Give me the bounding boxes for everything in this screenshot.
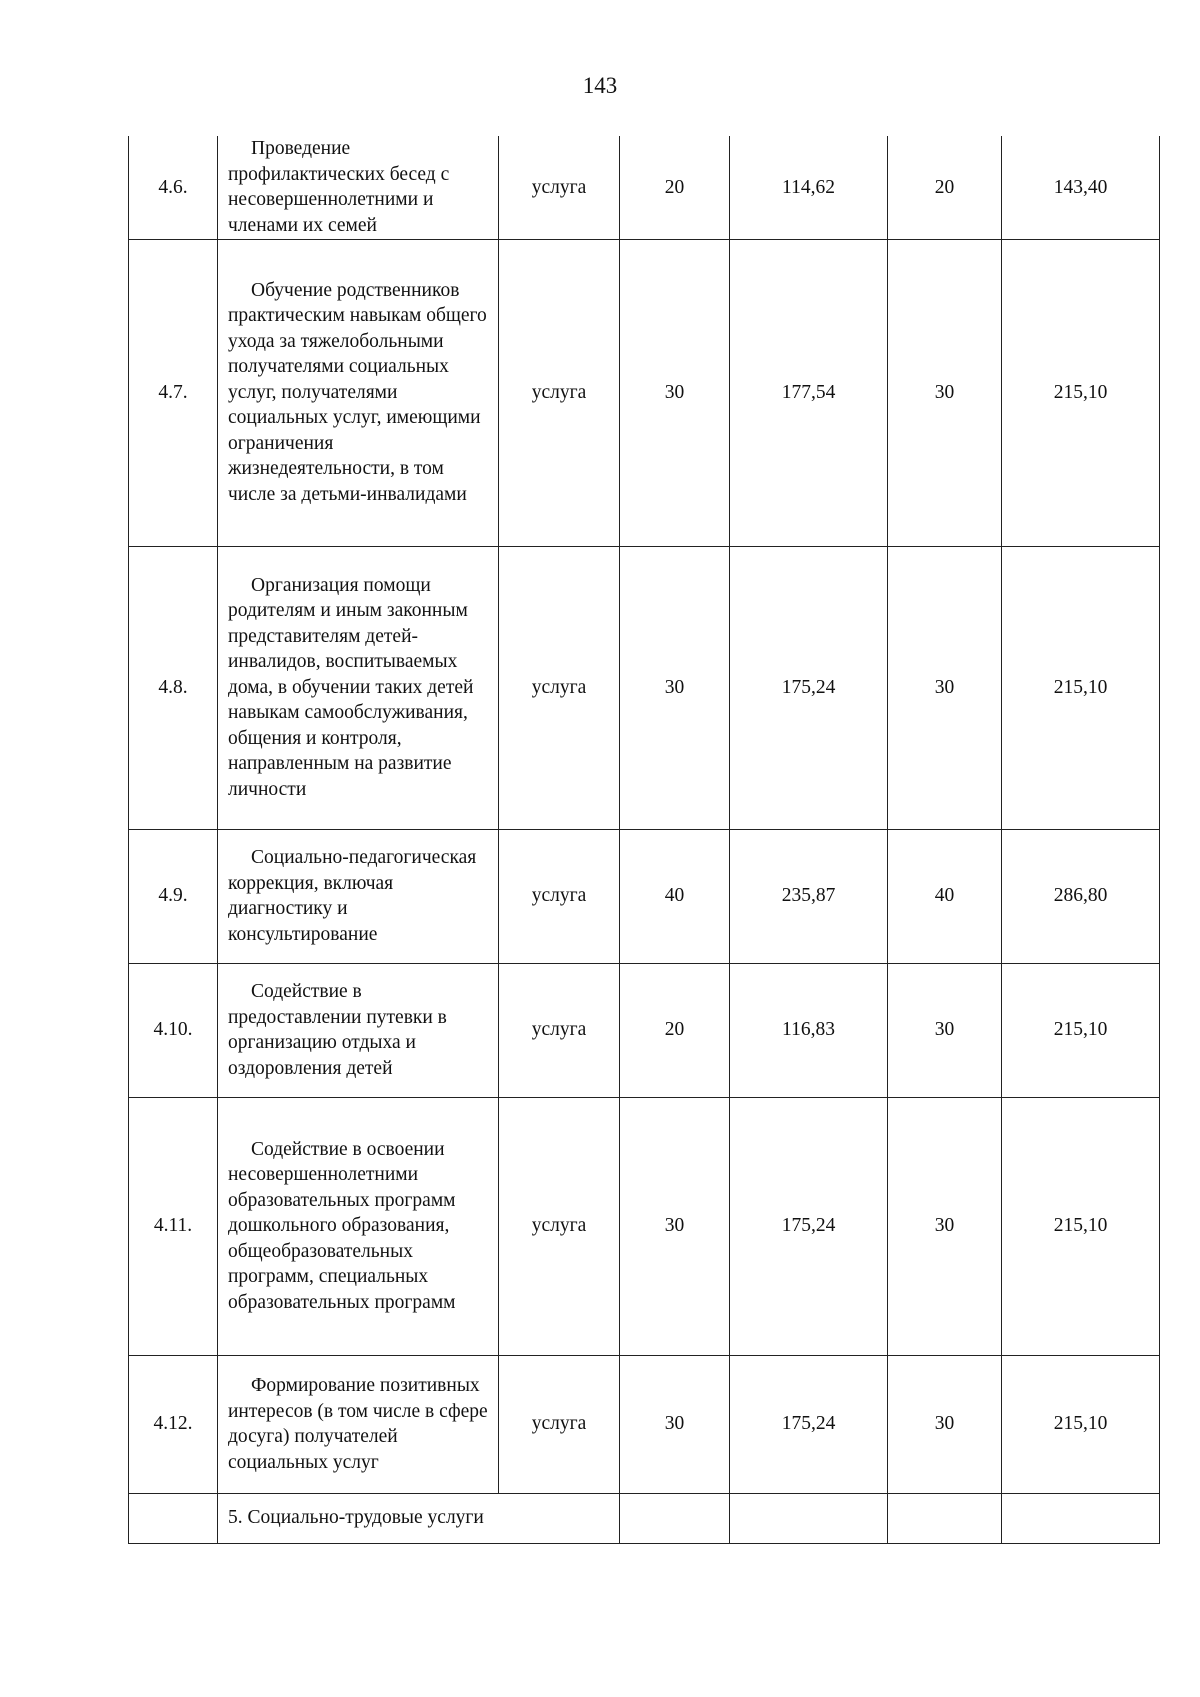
unit-cell: услуга (499, 239, 620, 546)
section-row (129, 1493, 1160, 1543)
unit-cell: услуга (499, 963, 620, 1097)
unit-cell: услуга (499, 136, 620, 239)
tariff-cell-2: 215,10 (1002, 963, 1160, 1097)
service-name: Содействие в освоении несовершеннолетними образовательных программ дошкольного образования, общеобразовательных программ, специальных образовательных программ (218, 1097, 499, 1355)
service-name: Организация помощи родителям и иным законным представителям детей-инвалидов, воспитываемых дома, в обучении таких детей навыкам самообслуживания, общения и контроля, направленным на развитие личности (218, 546, 499, 829)
time-norm-cell-2: 20 (888, 136, 1002, 239)
service-name: Содействие в предоставлении путевки в организацию отдыха и оздоровления детей (218, 963, 499, 1097)
tariff-cell: 175,24 (730, 546, 888, 829)
row-number: 4.10. (129, 963, 218, 1097)
service-name: Социально-педагогическая коррекция, включая диагностику и консультирование (218, 829, 499, 963)
time-norm-cell: 40 (620, 829, 730, 963)
service-name: Формирование позитивных интересов (в том числе в сфере досуга) получателей социальных услуг (218, 1355, 499, 1493)
section-title: 5. Социально-трудовые услуги (218, 1493, 620, 1543)
time-norm-cell-2: 40 (888, 829, 1002, 963)
row-number: 4.8. (129, 546, 218, 829)
empty-cell (1002, 1493, 1160, 1543)
time-norm-cell-2: 30 (888, 239, 1002, 546)
row-number: 4.7. (129, 239, 218, 546)
table-row (129, 1355, 1160, 1493)
tariff-cell-2: 215,10 (1002, 546, 1160, 829)
table-row (129, 1097, 1160, 1355)
time-norm-cell-2: 30 (888, 546, 1002, 829)
time-norm-cell: 20 (620, 963, 730, 1097)
time-norm-cell-2: 30 (888, 963, 1002, 1097)
time-norm-cell-2: 30 (888, 1355, 1002, 1493)
tariff-cell: 116,83 (730, 963, 888, 1097)
empty-cell (888, 1493, 1002, 1543)
empty-cell (620, 1493, 730, 1543)
service-name: Обучение родственников практическим навыкам общего ухода за тяжелобольными получателями социальных услуг, получателями социальных услуг, имеющими ограничения жизнедеятельности, в том числе за детьми-инвалидами (218, 239, 499, 546)
tariff-cell: 114,62 (730, 136, 888, 239)
time-norm-cell: 30 (620, 546, 730, 829)
unit-cell: услуга (499, 1355, 620, 1493)
service-name: Проведение профилактических бесед с несовершеннолетними и членами их семей (218, 136, 499, 239)
unit-cell: услуга (499, 829, 620, 963)
table-row (129, 239, 1160, 546)
tariff-cell-2: 143,40 (1002, 136, 1160, 239)
row-number-empty (129, 1493, 218, 1543)
tariff-cell: 175,24 (730, 1097, 888, 1355)
page-number: 143 (582, 73, 618, 98)
tariff-cell-2: 215,10 (1002, 1097, 1160, 1355)
row-number: 4.11. (129, 1097, 218, 1355)
row-number: 4.9. (129, 829, 218, 963)
row-number: 4.6. (129, 136, 218, 239)
table-row (129, 829, 1160, 963)
table-row (129, 136, 1160, 239)
tariff-cell-2: 215,10 (1002, 239, 1160, 546)
time-norm-cell: 30 (620, 239, 730, 546)
tariff-cell: 177,54 (730, 239, 888, 546)
empty-cell (730, 1493, 888, 1543)
tariff-cell-2: 215,10 (1002, 1355, 1160, 1493)
tariff-cell: 175,24 (730, 1355, 888, 1493)
tariff-cell-2: 286,80 (1002, 829, 1160, 963)
time-norm-cell-2: 30 (888, 1097, 1002, 1355)
unit-cell: услуга (499, 546, 620, 829)
time-norm-cell: 30 (620, 1355, 730, 1493)
row-number: 4.12. (129, 1355, 218, 1493)
table-row (129, 546, 1160, 829)
table-row (129, 963, 1160, 1097)
unit-cell: услуга (499, 1097, 620, 1355)
tariff-cell: 235,87 (730, 829, 888, 963)
services-table (128, 136, 1160, 1544)
time-norm-cell: 20 (620, 136, 730, 239)
time-norm-cell: 30 (620, 1097, 730, 1355)
